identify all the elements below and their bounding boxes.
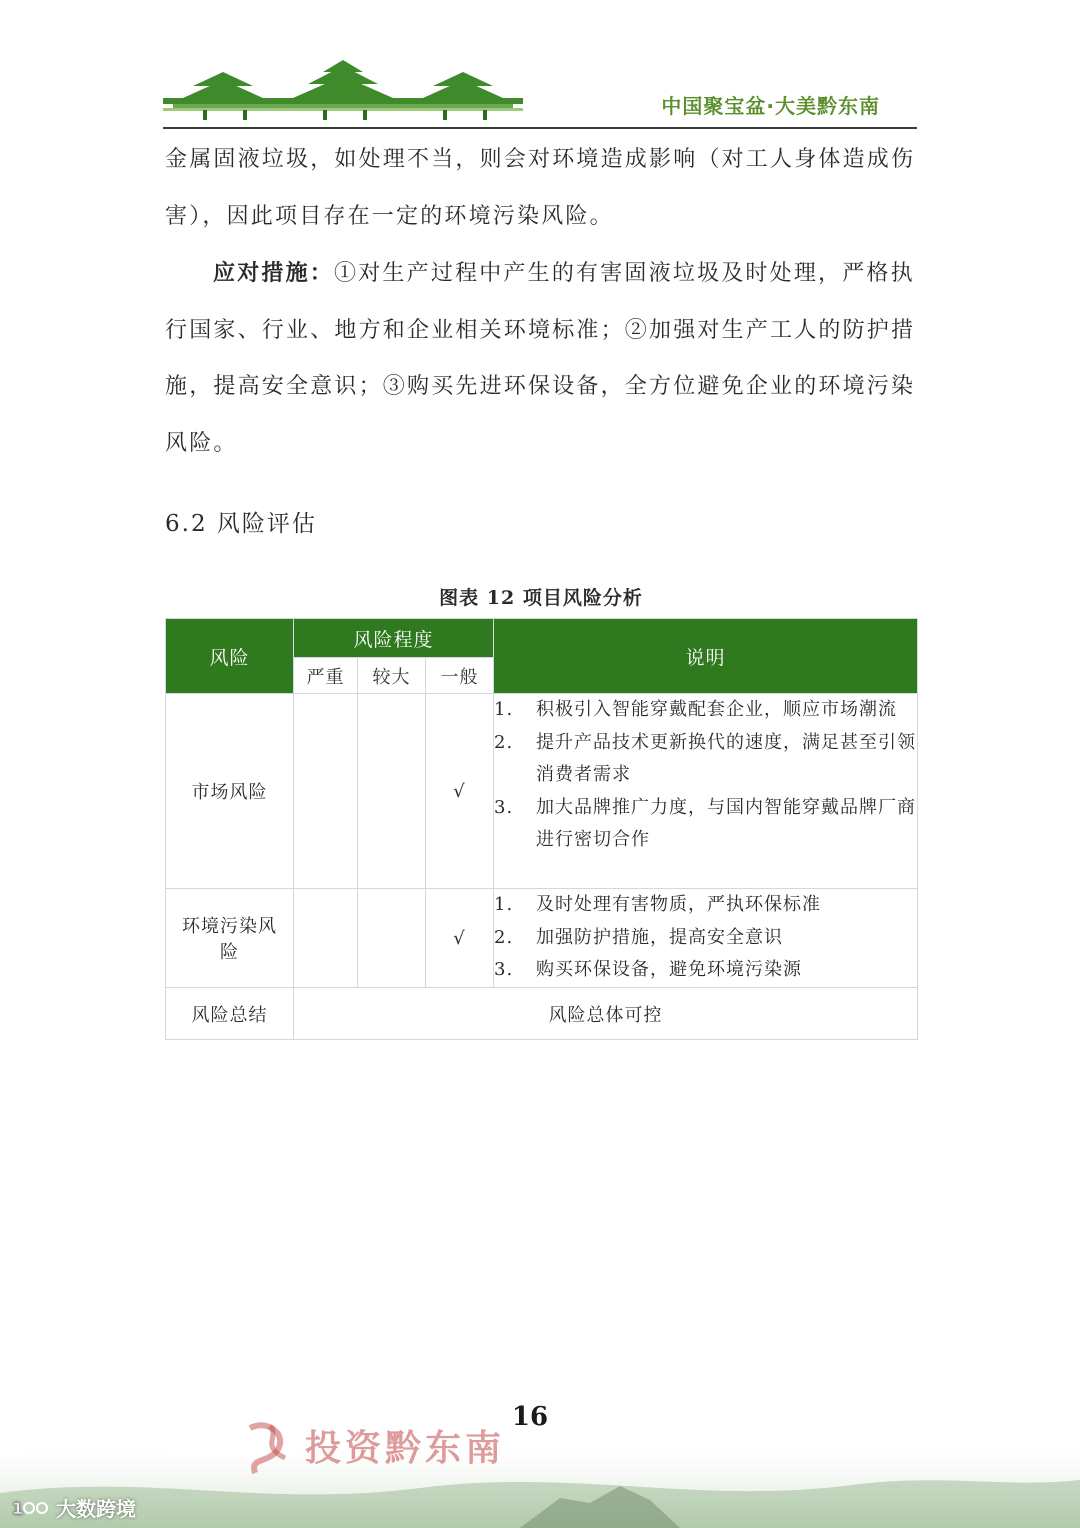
measures-text: ①对生产过程中产生的有害固液垃圾及时处理，严格执行国家、行业、地方和企业相关环境标准；②加强对生产工人的防护措施，提高安全意识；③购买先进环保设备，全方位避免企业的环境污染风险。	[165, 261, 916, 456]
summary-value: 风险总体可控	[294, 988, 918, 1040]
table-caption: 图表 12 项目风险分析	[439, 587, 643, 609]
footer-logo-text: 投资黔东南	[305, 1427, 506, 1469]
risk-description	[494, 889, 918, 988]
cell-large	[358, 694, 426, 889]
cell-severe	[294, 889, 358, 988]
risk-name: 市场风险	[166, 694, 294, 889]
list-item: 2. 提升产品技术更新换代的速度，满足甚至引领消费者需求	[494, 731, 917, 785]
table-row	[166, 988, 918, 1040]
svg-text:1: 1	[12, 1498, 24, 1518]
section-heading: 6.2 风险评估	[165, 511, 317, 537]
list-item: 1. 及时处理有害物质，严执环保标准	[494, 894, 822, 915]
measures-label: 应对措施：	[213, 260, 335, 286]
cell-general: √	[426, 889, 494, 988]
header-risk: 风险	[166, 619, 294, 694]
risk-name: 环境污染风险	[166, 889, 294, 988]
risk-analysis-table	[165, 618, 918, 1040]
list-item: 1. 积极引入智能穿戴配套企业，顺应市场潮流	[494, 699, 898, 720]
page-number: 16	[511, 1402, 549, 1432]
cell-large	[358, 889, 426, 988]
header-large: 较大	[358, 658, 426, 694]
list-item: 3. 购买环保设备，避免环境污染源	[494, 959, 803, 980]
header-general: 一般	[426, 658, 494, 694]
header-severe: 严重	[294, 658, 358, 694]
header-description: 说明	[494, 619, 918, 694]
paragraph-environment-risk: 金属固液垃圾，如处理不当，则会对环境造成影响（对工人身体造成伤害），因此项目存在一定的环境污染风险。	[165, 147, 916, 229]
paragraph-measures	[165, 245, 917, 472]
cell-severe	[294, 694, 358, 889]
risk-description	[494, 694, 918, 889]
table-row	[166, 694, 918, 889]
list-item: 2. 加强防护措施，提高安全意识	[494, 926, 784, 948]
header-pavilion-illustration	[163, 58, 523, 120]
watermark	[12, 1493, 136, 1522]
header-divider	[163, 127, 917, 129]
header-degree: 风险程度	[294, 619, 494, 658]
watermark-text: 大数跨境	[56, 1497, 136, 1521]
header-title: 中国聚宝盆·大美黔东南	[661, 94, 880, 118]
table-row	[166, 889, 918, 988]
watermark-logo-icon	[12, 1497, 52, 1519]
summary-label: 风险总结	[166, 988, 294, 1040]
list-item: 3. 加大品牌推广力度，与国内智能穿戴品牌厂商进行密切合作	[494, 796, 917, 850]
cell-general: √	[426, 694, 494, 889]
